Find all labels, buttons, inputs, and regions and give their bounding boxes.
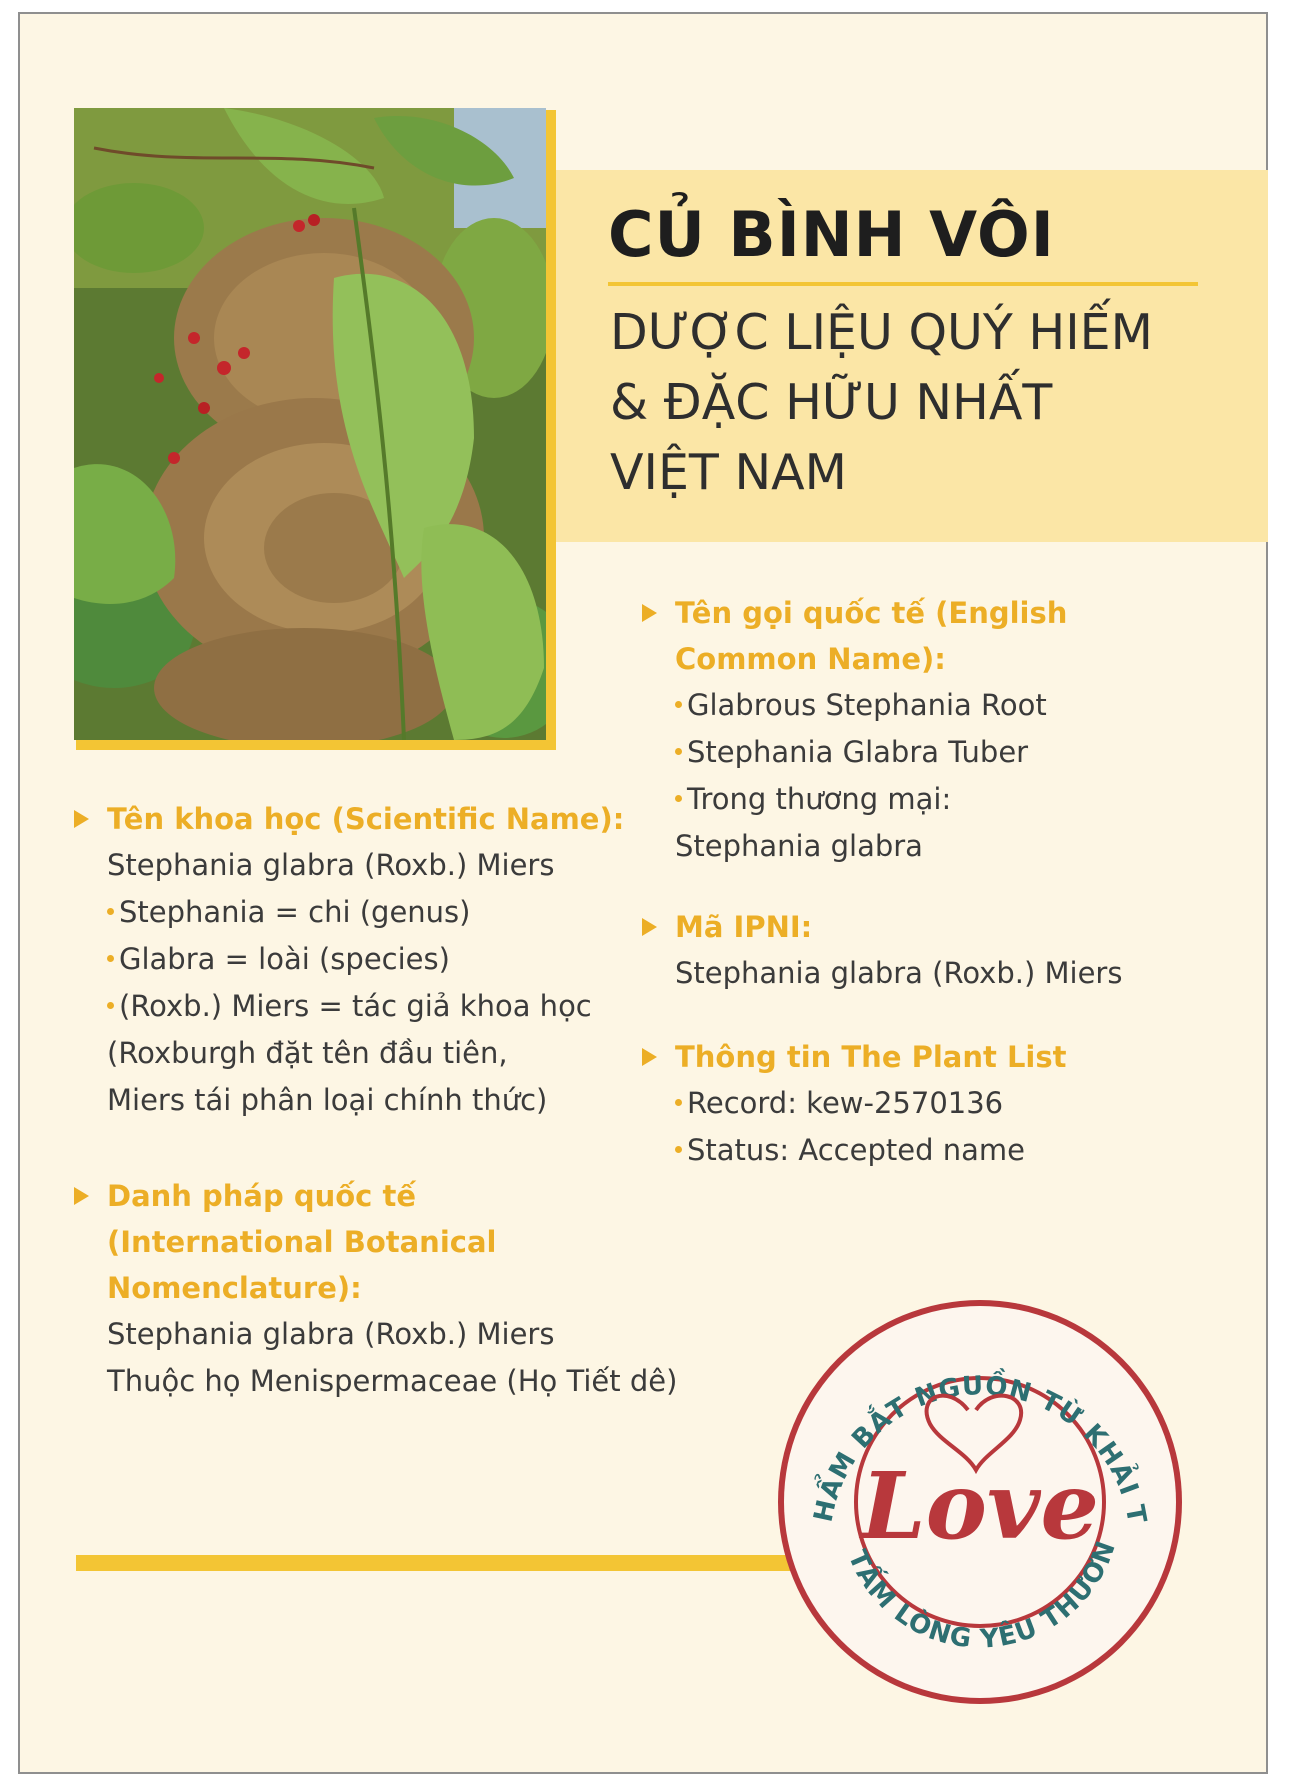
dot-bullet-icon (675, 1099, 682, 1106)
heading-line: Tên khoa học (Scientific Name): (107, 802, 625, 836)
section-text: Miers tái phân loại chính thức) (107, 1083, 548, 1117)
stephania-tuber-photo (74, 108, 546, 740)
list-item: Status: Accepted name (642, 1127, 1067, 1174)
stamp-center-text: Love (860, 1452, 1100, 1560)
dot-bullet-icon (675, 701, 682, 708)
section-text: Thuộc họ Menispermaceae (Họ Tiết dê) (107, 1364, 678, 1398)
triangle-bullet-icon (74, 810, 89, 828)
heading-line: Tên gọi quốc tế (English (675, 596, 1068, 630)
section-text: Stephania glabra (Roxb.) Miers (107, 848, 555, 882)
bottom-accent-bar (76, 1555, 796, 1571)
heading-line: Mã IPNI: (675, 910, 813, 944)
page-title: CỦ BÌNH VÔI (608, 198, 1055, 271)
dot-bullet-icon (675, 748, 682, 755)
triangle-bullet-icon (642, 1048, 657, 1066)
subtitle-line: DƯỢC LIỆU QUÝ HIẾM (610, 304, 1153, 361)
section-heading (642, 904, 1122, 950)
list-item: Record: kew-2570136 (642, 1080, 1067, 1127)
list-item: (Roxb.) Miers = tác giả khoa học (74, 983, 624, 1030)
section-plant-list (642, 1034, 1067, 1174)
dot-bullet-icon (675, 795, 682, 802)
heading-line: Danh pháp quốc tế (107, 1179, 417, 1213)
title-divider (608, 282, 1198, 286)
section-text: Stephania glabra (Roxb.) Miers (107, 1317, 555, 1351)
subtitle-line: VIỆT NAM (610, 444, 847, 501)
section-text: Stephania glabra (675, 829, 923, 863)
subtitle (610, 298, 1230, 508)
dot-bullet-icon (107, 955, 114, 962)
dot-bullet-icon (675, 1146, 682, 1153)
section-heading (642, 1034, 1067, 1080)
section-ipni (642, 904, 1122, 997)
heading-line: Common Name): (675, 642, 946, 676)
heading-line: Nomenclature): (107, 1271, 362, 1305)
section-text: Stephania glabra (Roxb.) Miers (675, 956, 1123, 990)
dot-bullet-icon (107, 908, 114, 915)
love-stamp-logo (770, 1292, 1190, 1712)
list-item: Stephania Glabra Tuber (642, 729, 1067, 776)
triangle-bullet-icon (642, 918, 657, 936)
section-english-name (642, 590, 1067, 870)
stamp-bottom-text: TẤM LÒNG YÊU THƯƠN (841, 1536, 1123, 1655)
section-heading (642, 590, 1067, 682)
triangle-bullet-icon (74, 1187, 89, 1205)
section-nomenclature (74, 1173, 677, 1405)
heading-line: Thông tin The Plant List (675, 1040, 1067, 1074)
heading-line: (International Botanical (107, 1225, 497, 1259)
section-heading (74, 1173, 677, 1311)
list-item: Glabra = loài (species) (74, 936, 624, 983)
section-heading (74, 796, 624, 842)
triangle-bullet-icon (642, 604, 657, 622)
list-item: Trong thương mại: (642, 776, 1067, 823)
section-scientific-name (74, 796, 624, 1124)
list-item: Stephania = chi (genus) (74, 889, 624, 936)
stamp-top-text: HẨM BẮT NGUỒN TỪ KHẢI T (808, 1371, 1152, 1527)
dot-bullet-icon (107, 1002, 114, 1009)
subtitle-line: & ĐẶC HỮU NHẤT (610, 374, 1053, 431)
section-text: (Roxburgh đặt tên đầu tiên, (107, 1036, 508, 1070)
list-item: Glabrous Stephania Root (642, 682, 1067, 729)
